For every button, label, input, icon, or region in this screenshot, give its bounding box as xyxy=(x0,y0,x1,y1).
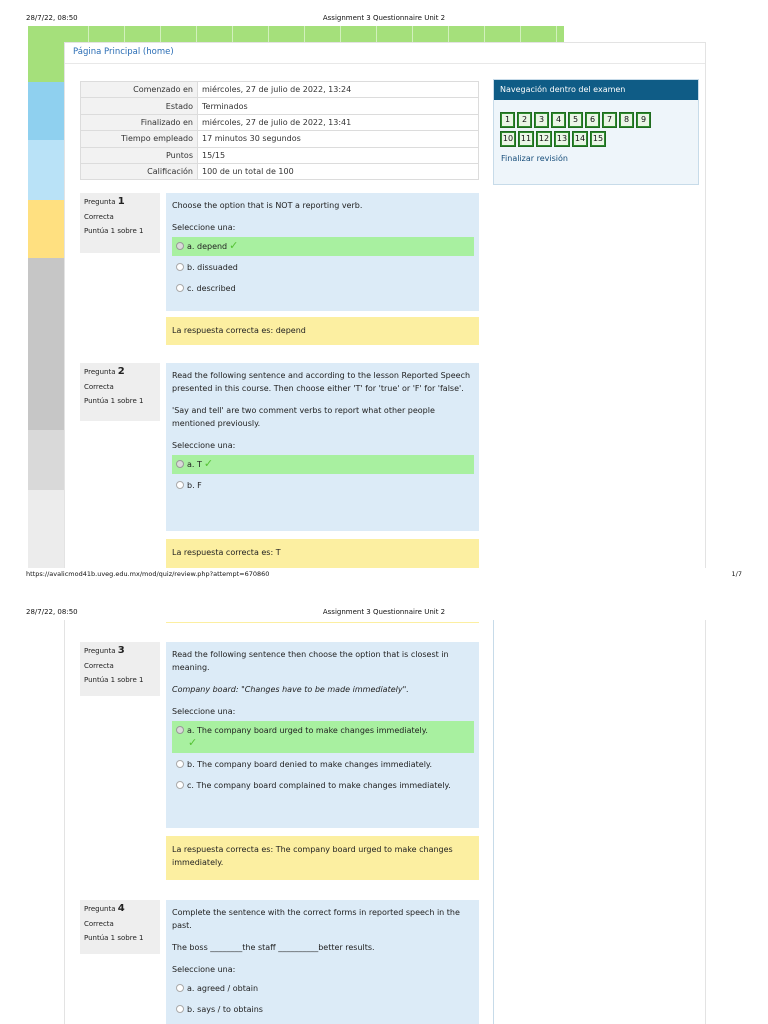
answer-option[interactable]: b. The company board denied to make changes immediately. xyxy=(172,755,474,774)
print-doc-title: Assignment 3 Questionnaire Unit 2 xyxy=(322,14,446,22)
summary-label: Puntos xyxy=(81,147,198,163)
select-one-label: Seleccione una: xyxy=(172,223,236,232)
question-sentence: The boss ________the staff __________better results. xyxy=(172,943,375,952)
question-nav-button-9[interactable] xyxy=(636,112,651,128)
summary-value: miércoles, 27 de julio de 2022, 13:41 xyxy=(198,114,479,130)
question-number: Pregunta 3 xyxy=(84,645,125,656)
question-score: Puntúa 1 sobre 1 xyxy=(84,676,144,684)
question-number: Pregunta 4 xyxy=(84,903,125,914)
question-nav-button-13[interactable] xyxy=(554,131,570,147)
answer-option[interactable]: b. says / to obtains xyxy=(172,1000,474,1019)
answer-option[interactable]: b. dissuaded xyxy=(172,258,474,277)
question-content xyxy=(166,900,479,1024)
question-status: Correcta xyxy=(84,213,114,221)
select-one-label: Seleccione una: xyxy=(172,441,236,450)
correct-answer-feedback: La respuesta correcta es: depend xyxy=(166,317,479,345)
answer-option[interactable]: c. described xyxy=(172,279,474,298)
summary-label: Finalizado en xyxy=(81,114,198,130)
print-doc-title: Assignment 3 Questionnaire Unit 2 xyxy=(322,608,446,616)
attempt-summary-table xyxy=(80,81,479,180)
summary-value: 17 minutos 30 segundos xyxy=(198,131,479,147)
answer-option[interactable]: a. agreed / obtain xyxy=(172,979,474,998)
answer-option[interactable]: a. The company board urged to make changes immediately. ✓ xyxy=(172,721,474,753)
radio-button[interactable] xyxy=(176,760,184,768)
correct-check-icon: ✓ xyxy=(229,239,239,252)
correct-answer-feedback: La respuesta correcta es: The company board urged to make changes immediately. xyxy=(166,836,479,880)
question-nav-button-14[interactable] xyxy=(572,131,588,147)
question-nav-button-8[interactable] xyxy=(619,112,634,128)
question-info xyxy=(80,900,160,954)
radio-button[interactable] xyxy=(176,263,184,271)
question-nav-button-label: 8 xyxy=(621,114,632,126)
breadcrumb-home-link[interactable]: Página Principal (home) xyxy=(73,47,174,57)
summary-row xyxy=(81,147,479,163)
question-nav-button-2[interactable] xyxy=(517,112,532,128)
print-datetime: 28/7/22, 08:50 xyxy=(26,608,78,616)
navigation-column xyxy=(493,620,698,1024)
question-nav-button-11[interactable] xyxy=(518,131,534,147)
question-nav-button-15[interactable] xyxy=(590,131,606,147)
print-url: https://avalicmod41b.uveg.edu.mx/mod/quiz/review.php?attempt=670860 xyxy=(26,570,270,578)
summary-row xyxy=(81,82,479,98)
question-nav-button-7[interactable] xyxy=(602,112,617,128)
summary-row xyxy=(81,114,479,130)
question-text: Complete the sentence with the correct forms in reported speech in the past. xyxy=(172,908,460,930)
question-nav-button-12[interactable] xyxy=(536,131,552,147)
quiz-review-content xyxy=(64,620,706,1024)
question-number: Pregunta 1 xyxy=(84,196,125,207)
correct-check-icon: ✓ xyxy=(203,457,214,470)
summary-value: Terminados xyxy=(198,98,479,114)
print-page-1 xyxy=(28,26,718,568)
summary-row xyxy=(81,163,479,179)
radio-button[interactable] xyxy=(176,284,184,292)
summary-label: Comenzado en xyxy=(81,82,198,98)
question-content xyxy=(166,193,479,311)
question-score: Puntúa 1 sobre 1 xyxy=(84,397,144,405)
question-nav-button-label: 3 xyxy=(536,114,547,126)
question-nav-button-label: 2 xyxy=(519,114,530,126)
question-nav-button-label: 5 xyxy=(570,114,581,126)
question-nav-button-label: 7 xyxy=(604,114,615,126)
question-text: Choose the option that is NOT a reporting verb. xyxy=(172,201,363,210)
summary-row xyxy=(81,131,479,147)
question-text: Read the following sentence then choose the option that is closest in meaning. xyxy=(172,650,449,672)
summary-value: miércoles, 27 de julio de 2022, 13:24 xyxy=(198,82,479,98)
question-quote: Company board: "Changes have to be made immediately". xyxy=(172,685,409,694)
print-datetime: 28/7/22, 08:50 xyxy=(26,14,78,22)
summary-row xyxy=(81,98,479,114)
answer-option[interactable]: c. The company board complained to make changes immediately. xyxy=(172,776,474,795)
summary-label: Tiempo empleado xyxy=(81,131,198,147)
radio-button[interactable] xyxy=(176,481,184,489)
radio-button[interactable] xyxy=(176,242,184,250)
print-page-number: 1/7 xyxy=(731,570,742,578)
radio-button[interactable] xyxy=(176,460,184,468)
correct-check-icon: ✓ xyxy=(188,736,198,749)
question-status: Correcta xyxy=(84,662,114,670)
question-info xyxy=(80,193,160,253)
radio-button[interactable] xyxy=(176,726,184,734)
question-statement: 'Say and tell' are two comment verbs to report what other people mentioned previously. xyxy=(172,406,435,428)
question-info xyxy=(80,363,160,421)
question-info xyxy=(80,642,160,696)
question-nav-button-label: 4 xyxy=(553,114,564,126)
question-status: Correcta xyxy=(84,920,114,928)
question-status: Correcta xyxy=(84,383,114,391)
divider xyxy=(166,622,479,623)
question-nav-button-6[interactable] xyxy=(585,112,600,128)
divider xyxy=(65,63,705,64)
question-nav-button-label: 14 xyxy=(574,134,586,143)
quiz-review-content xyxy=(64,42,706,568)
summary-label: Calificación xyxy=(81,163,198,179)
question-nav-button-label: 11 xyxy=(520,134,532,143)
question-nav-button-label: 15 xyxy=(592,134,604,143)
print-page-2 xyxy=(28,620,718,1024)
summary-label: Estado xyxy=(81,98,198,114)
select-one-label: Seleccione una: xyxy=(172,707,236,716)
question-score: Puntúa 1 sobre 1 xyxy=(84,934,144,942)
question-nav-button-1[interactable] xyxy=(500,112,515,128)
question-nav-button-label: 13 xyxy=(556,134,568,143)
question-number: Pregunta 2 xyxy=(84,366,125,377)
question-nav-button-label: 12 xyxy=(538,134,550,143)
quiz-navigation-title: Navegación dentro del examen xyxy=(494,80,698,100)
finish-review-link[interactable]: Finalizar revisión xyxy=(501,154,568,163)
question-nav-button-4[interactable] xyxy=(551,112,566,128)
summary-value: 100 de un total de 100 xyxy=(198,163,479,179)
question-content xyxy=(166,363,479,531)
question-text: Read the following sentence and according to the lesson Reported Speech presented in this course. Then choose either 'T' for 'true' or 'F' for 'false'. xyxy=(172,371,471,393)
quiz-navigation-buttons xyxy=(500,112,690,150)
side-color-strip xyxy=(28,26,64,568)
answer-option[interactable]: b. F xyxy=(172,476,474,495)
correct-answer-feedback: La respuesta correcta es: T xyxy=(166,539,479,568)
top-color-band xyxy=(64,26,564,42)
question-nav-button-5[interactable] xyxy=(568,112,583,128)
summary-value: 15/15 xyxy=(198,147,479,163)
question-nav-button-label: 1 xyxy=(502,114,513,126)
question-nav-button-label: 6 xyxy=(587,114,598,126)
radio-button[interactable] xyxy=(176,1005,184,1013)
question-score: Puntúa 1 sobre 1 xyxy=(84,227,144,235)
select-one-label: Seleccione una: xyxy=(172,965,236,974)
question-nav-button-label: 10 xyxy=(502,134,514,143)
question-content xyxy=(166,642,479,828)
question-nav-button-label: 9 xyxy=(638,114,649,126)
answer-option[interactable]: a. T ✓ xyxy=(172,455,474,474)
question-nav-button-10[interactable] xyxy=(500,131,516,147)
radio-button[interactable] xyxy=(176,984,184,992)
question-nav-button-3[interactable] xyxy=(534,112,549,128)
answer-option[interactable]: a. depend ✓ xyxy=(172,237,474,256)
quiz-navigation-block xyxy=(493,79,699,185)
radio-button[interactable] xyxy=(176,781,184,789)
